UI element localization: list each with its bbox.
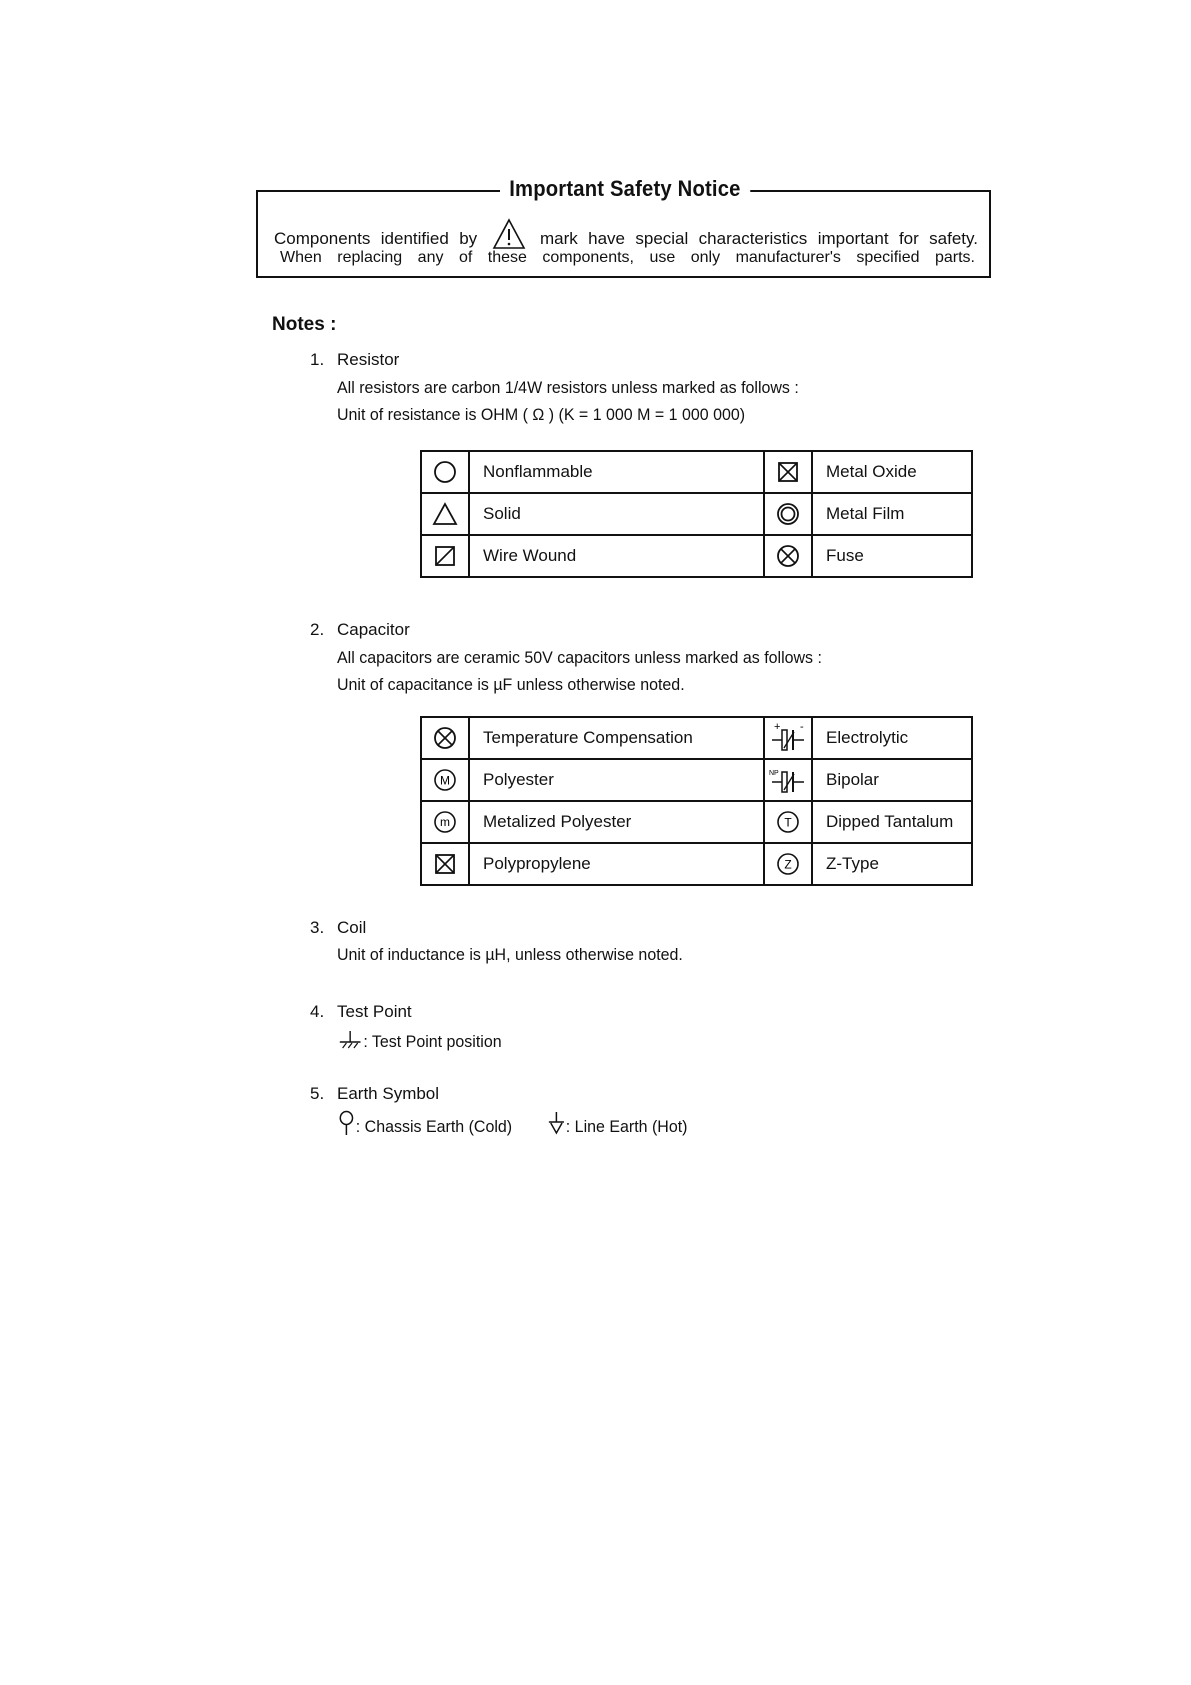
capacitor-title: Capacitor (337, 620, 410, 639)
boxed-x-icon (421, 843, 469, 885)
legend-label: Wire Wound (469, 535, 764, 577)
capacitor-number: 2. (310, 620, 325, 639)
plus-sign: + (774, 721, 781, 733)
chassis-earth-line (337, 1110, 512, 1141)
circled-m-icon (421, 801, 469, 843)
legend-label: Temperature Compensation (469, 717, 764, 759)
legend-label: Metalized Polyester (469, 801, 764, 843)
symbol-letter: T (784, 815, 792, 830)
symbol-letter: Z (784, 857, 792, 872)
chassis-earth-icon (337, 1110, 356, 1141)
table-row (421, 843, 972, 885)
symbol-letter: m (440, 815, 450, 829)
table-row (421, 451, 972, 493)
test-point-icon (337, 1029, 363, 1056)
resistor-legend-table (420, 450, 973, 578)
circle-icon (421, 451, 469, 493)
legend-label: Electrolytic (812, 717, 972, 759)
table-row (421, 759, 972, 801)
legend-label: Polypropylene (469, 843, 764, 885)
resistor-number: 1. (310, 350, 325, 369)
test-point-title: Test Point (337, 1002, 412, 1021)
resistor-unit: Unit of resistance is OHM ( Ω ) (K = 1 000 M = 1 000 000) (337, 405, 746, 424)
table-row (421, 535, 972, 577)
double-circle-icon (764, 493, 812, 535)
boxed-slash-icon (421, 535, 469, 577)
legend-label: Dipped Tantalum (812, 801, 972, 843)
table-row (421, 493, 972, 535)
line-earth-line (547, 1110, 687, 1141)
bipolar-capacitor-icon (764, 759, 812, 801)
triangle-icon (421, 493, 469, 535)
safety-notice-text-before: Components identified by (274, 229, 478, 248)
capacitor-description: All capacitors are ceramic 50V capacitors unless marked as follows : (337, 648, 822, 667)
circled-x-icon (421, 717, 469, 759)
legend-label: Fuse (812, 535, 972, 577)
line-earth-label: : Line Earth (Hot) (565, 1117, 688, 1136)
capacitor-unit: Unit of capacitance is µF unless otherwise noted. (337, 675, 685, 694)
chassis-earth-label: : Chassis Earth (Cold) (355, 1117, 513, 1136)
safety-notice-text-after: mark have special characteristics important for safety. (539, 229, 978, 248)
circled-T-icon (764, 801, 812, 843)
resistor-description: All resistors are carbon 1/4W resistors unless marked as follows : (337, 378, 799, 397)
test-point-line (337, 1029, 502, 1056)
earth-title: Earth Symbol (337, 1084, 440, 1103)
circled-M-icon (421, 759, 469, 801)
resistor-title: Resistor (337, 350, 400, 369)
notes-heading: Notes : (272, 314, 337, 335)
electrolytic-capacitor-icon (764, 717, 812, 759)
table-row (421, 801, 972, 843)
circled-Z-icon (764, 843, 812, 885)
np-label: NP (769, 770, 779, 777)
coil-unit: Unit of inductance is µH, unless otherwise noted. (337, 945, 683, 964)
legend-label: Solid (469, 493, 764, 535)
legend-label: Bipolar (812, 759, 972, 801)
coil-number: 3. (310, 918, 325, 937)
earth-number: 5. (310, 1084, 325, 1103)
safety-notice-title: Important Safety Notice (500, 176, 750, 202)
boxed-x-icon (764, 451, 812, 493)
coil-title: Coil (337, 918, 367, 937)
legend-label: Metal Oxide (812, 451, 972, 493)
test-point-description: : Test Point position (363, 1032, 502, 1051)
line-earth-icon (547, 1110, 566, 1141)
legend-label: Polyester (469, 759, 764, 801)
test-point-number: 4. (310, 1002, 325, 1021)
legend-label: Metal Film (812, 493, 972, 535)
legend-label: Nonflammable (469, 451, 764, 493)
table-row (421, 717, 972, 759)
symbol-letter: M (440, 773, 450, 788)
circled-x-icon (764, 535, 812, 577)
legend-label: Z-Type (812, 843, 972, 885)
minus-sign: - (800, 721, 804, 733)
capacitor-legend-table (420, 716, 973, 886)
safety-notice-line-2: When replacing any of these components, use only manufacturer's specified parts. (280, 249, 975, 266)
